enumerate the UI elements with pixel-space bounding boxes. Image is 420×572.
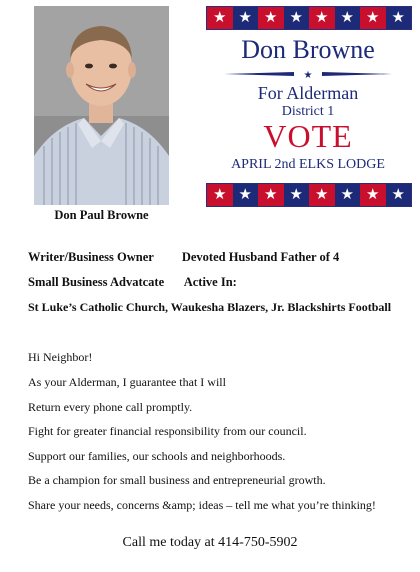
- occupation: Writer/Business Owner: [28, 250, 154, 264]
- star-band-top: [206, 6, 412, 30]
- star-icon: ★: [233, 7, 259, 29]
- star-icon: ★: [233, 184, 259, 206]
- family: Devoted Husband Father of 4: [181, 250, 340, 264]
- star-icon: ★: [207, 7, 233, 29]
- letter-line: As your Alderman, I guarantee that I will: [28, 375, 226, 389]
- banner-date: APRIL 2nd ELKS LODGE: [231, 157, 385, 172]
- star-icon: ★: [386, 7, 412, 29]
- banner-vote: VOTE: [263, 118, 353, 154]
- active-in-label: Active In:: [183, 275, 237, 289]
- star-band-bottom: [206, 183, 412, 207]
- star-icon: ★: [360, 184, 386, 206]
- letter-line: Support our families, our schools and neighborhoods.: [28, 449, 286, 463]
- letter-greeting: Hi Neighbor!: [28, 350, 93, 364]
- star-icon: ★: [284, 184, 310, 206]
- banner-district: District 1: [281, 104, 335, 119]
- star-icon: ★: [258, 7, 284, 29]
- star-icon: ★: [386, 184, 412, 206]
- phone-callout: Call me today at 414-750-5902: [122, 535, 298, 550]
- banner-office: For Alderman: [257, 83, 359, 103]
- photo-caption: Don Paul Browne: [54, 208, 149, 222]
- star-icon: ★: [309, 184, 335, 206]
- letter-line: Share your needs, concerns &amp; ideas – tell me what you’re thinking!: [28, 498, 376, 512]
- star-icon: ★: [360, 7, 386, 29]
- star-icon: ★: [258, 184, 284, 206]
- star-icon: ★: [284, 7, 310, 29]
- letter-line: Return every phone call promptly.: [28, 400, 193, 414]
- portrait-photo-icon: [34, 6, 169, 205]
- info-line-3: St Luke’s Catholic Church, Waukesha Blazers, Jr. Blackshirts Football: [28, 300, 392, 314]
- letter-line: Be a champion for small business and entrepreneurial growth.: [28, 473, 326, 487]
- banner-name: Don Browne: [241, 35, 375, 64]
- star-icon: ★: [207, 184, 233, 206]
- star-icon: ★: [335, 7, 361, 29]
- star-icon: ★: [309, 7, 335, 29]
- svg-text:★: ★: [303, 70, 313, 78]
- advocacy: Small Business Advatcate: [28, 275, 165, 289]
- info-line-2: [28, 275, 237, 290]
- candidate-photo: [34, 6, 169, 205]
- letter-line: Fight for greater financial responsibility from our council.: [28, 424, 307, 438]
- divider-star-icon: [224, 70, 392, 78]
- star-icon: ★: [335, 184, 361, 206]
- info-line-1: [28, 250, 339, 265]
